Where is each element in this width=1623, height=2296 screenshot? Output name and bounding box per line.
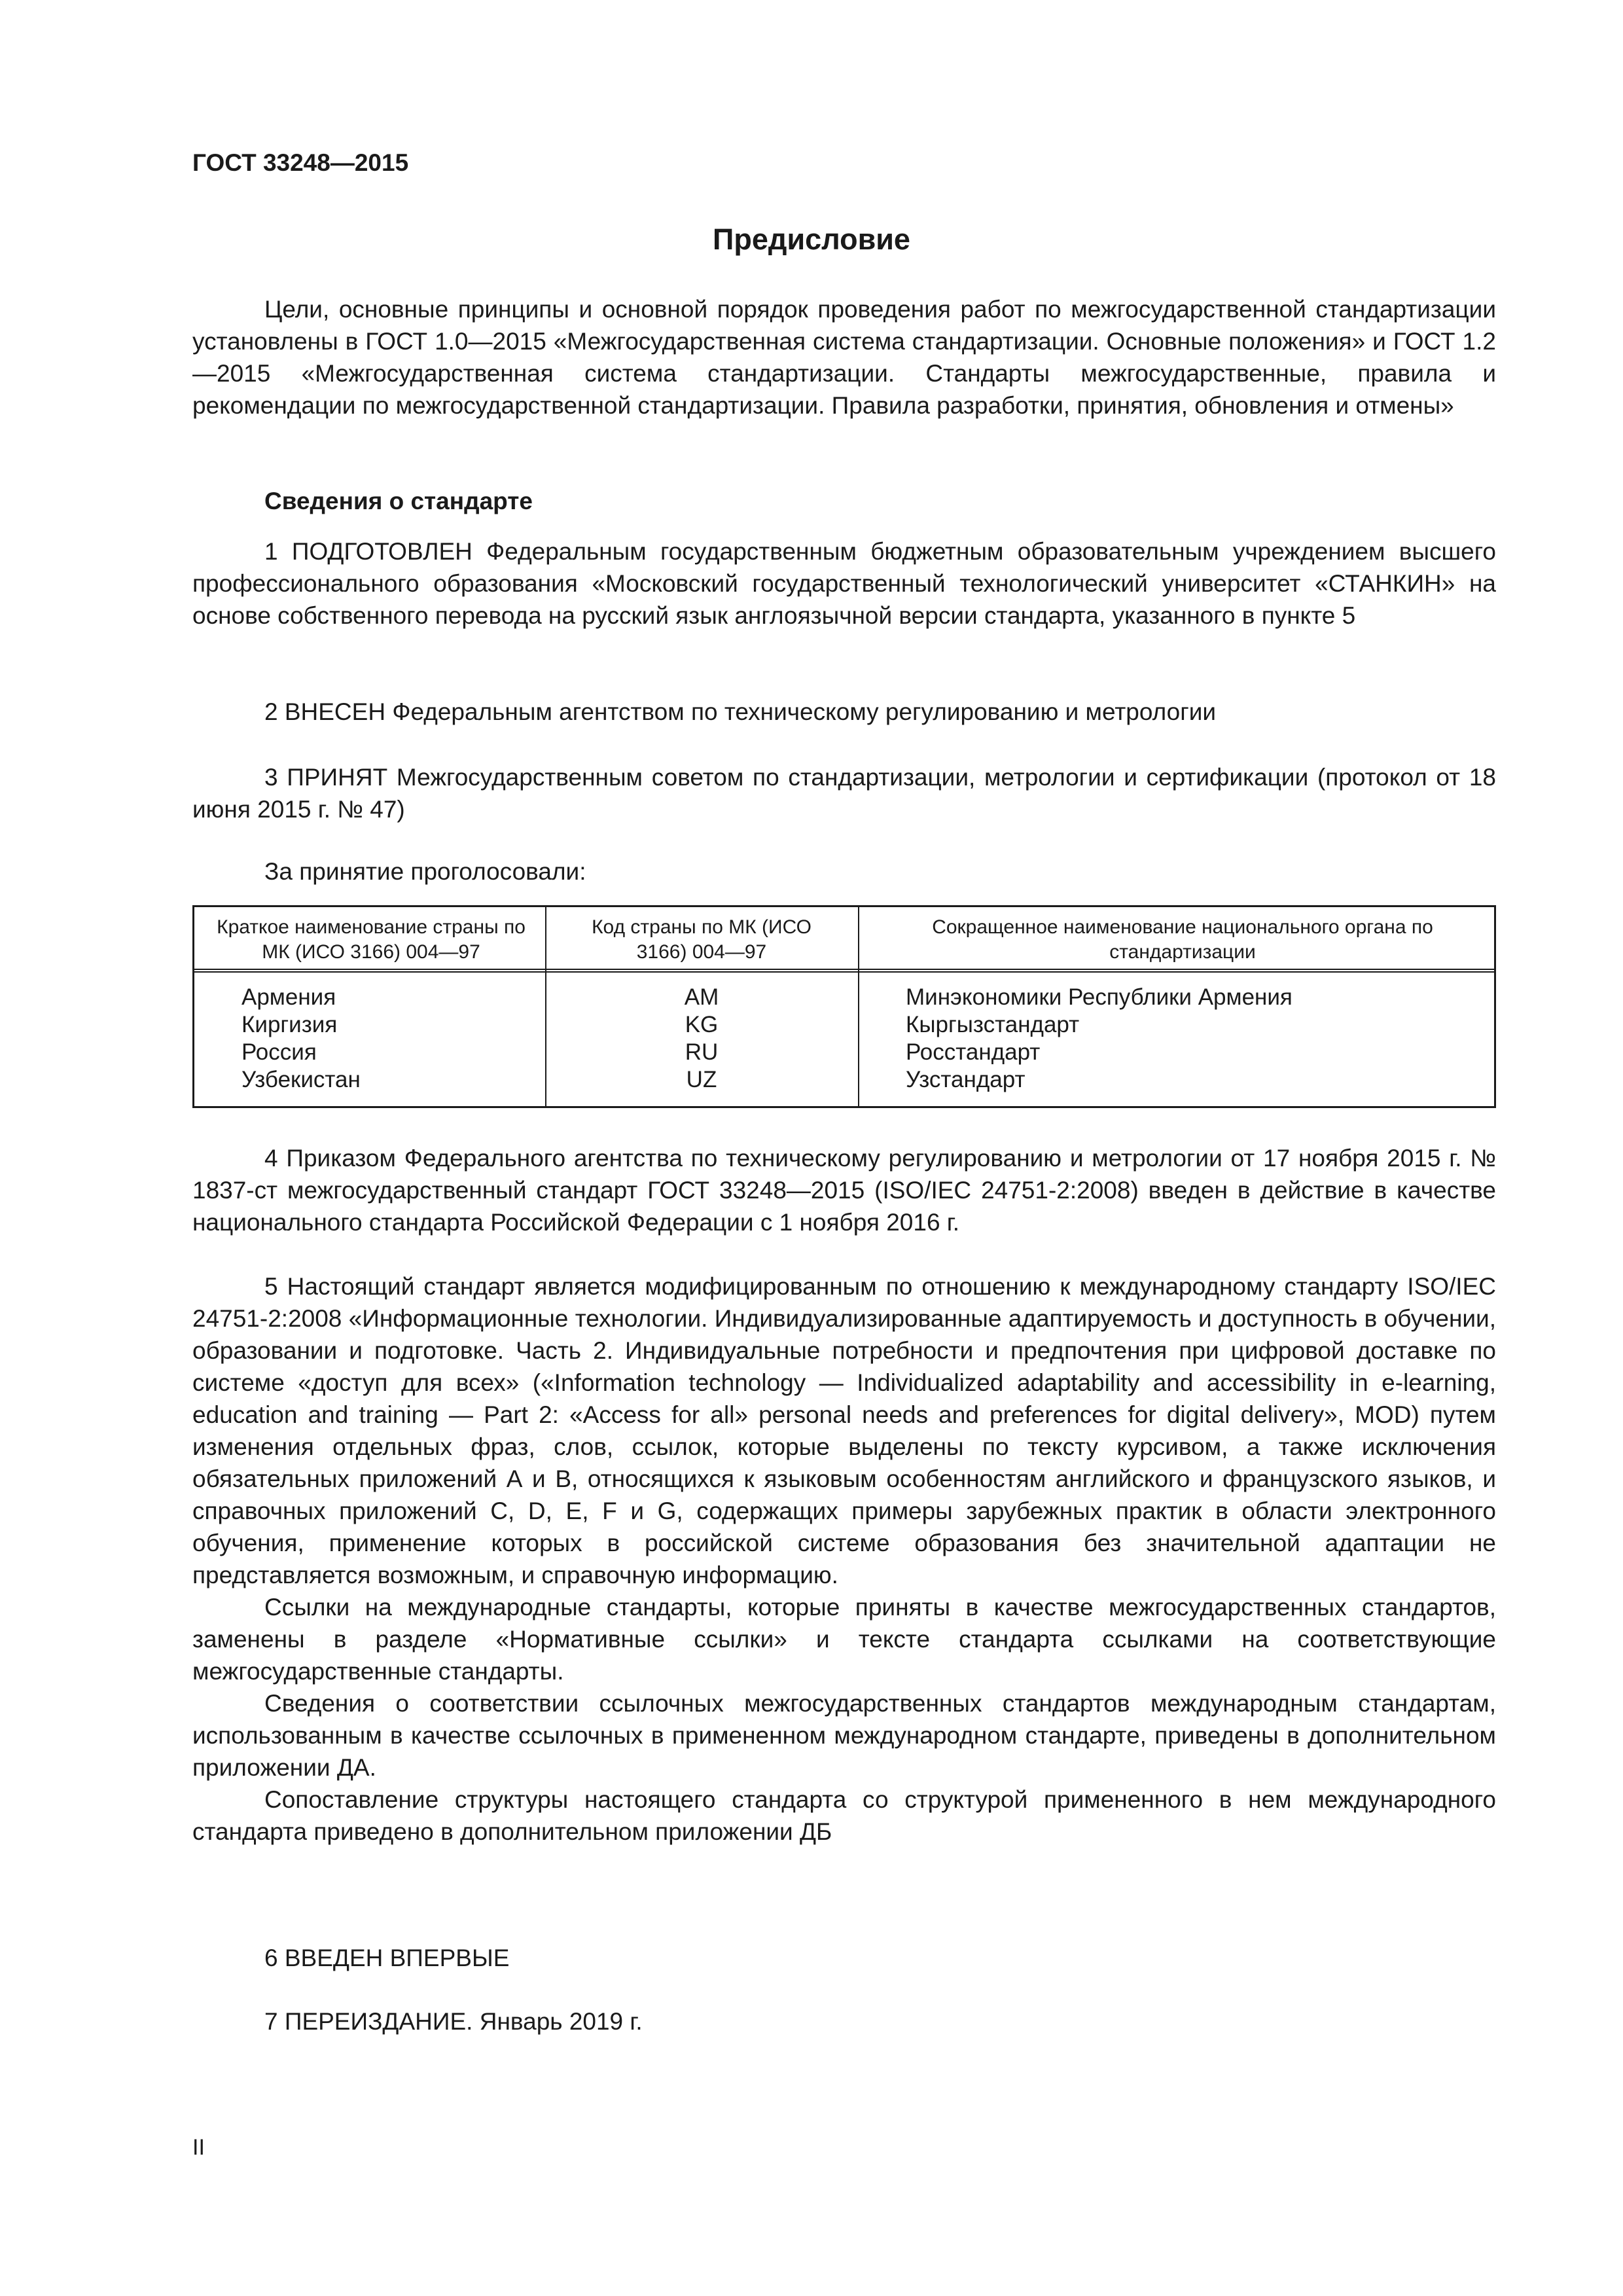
item-3-text: 3 ПРИНЯТ Межгосударственным советом по стандартизации, метрологии и сертификации (протокол от 18 июня 2015 г. № 47) [192,764,1496,823]
code-cell: UZ [686,1067,717,1092]
item-1-text: 1 ПОДГОТОВЛЕН Федеральным государственным бюджетным образовательным учреждением высшего профессионального образования «Московский государственный технологический университет «СТАНКИН» на основе собственного перевода на русский язык англоязычной версии стандарта, указанного в пункте 5 [192,538,1496,629]
item-6-text: 6 ВВЕДЕН ВПЕРВЫЕ [264,1945,510,1971]
item-4-paragraph [192,1142,1496,1238]
item-5-para-2: Ссылки на международные стандарты, которые приняты в качестве межгосударственных стандартов, заменены в разделе «Нормативные ссылки» и тексте стандарта ссылками на соответствующие межгосударственные стандарты. [192,1594,1496,1685]
voted-label: За принятие проголосовали: [264,858,586,885]
header-code: Код страны по МК (ИСО 3166) 004—97 [592,916,812,963]
item-4-text: 4 Приказом Федерального агентства по техническому регулированию и метрологии от 17 ноября 2015 г. № 1837-ст межгосударственный стандарт ГОСТ 33248—2015 (ISO/IEC 24751-2:2008) введен в действие в качестве национального стандарта Российской Федерации с 1 ноября 2016 г. [192,1145,1496,1236]
item-1-paragraph [192,535,1496,632]
item-5-text: 5 Настоящий стандарт является модифицированным по отношению к международному стандарту ISO/IEC 24751-2:2008 «Информационные технологии. Индивидуализированные адаптируемость и доступность в обучении, образовании и подготовке. Часть 2. Индивидуальные потребности и предпочтения при цифровой доставке по системе «доступ для всех» («Information technology — Individualized adaptability and accessibility in e-learning, education and training — Part 2: «Access for all» personal needs and preferences for digital delivery», MOD) путем изменения отдельных фраз, слов, ссылок, которые выделены по тексту курсивом, а также исключения обязательных приложений А и В, относящихся к языковым особенностям английского и французского языков, и справочных приложений С, D, Е, F и G, содержащих примеры зарубежных практик в области электронного обучения, применение которых в российской системе образования без значительной адаптации не представляется возможным, и справочную информацию. [192,1273,1496,1588]
body-cell: Минэкономики Республики Армения [906,984,1293,1010]
intro-paragraph [192,293,1496,422]
item-3-paragraph [192,761,1496,825]
document-id-header: ГОСТ 33248—2015 [192,149,409,176]
body-column [906,984,1293,1094]
item-5-paragraph [192,1270,1496,1848]
column-divider [858,907,859,1106]
page-title: Предисловие [713,223,910,256]
country-cell: Киргизия [241,1012,338,1037]
header-country: Краткое наименование страны по МК (ИСО 3166) 004—97 [217,916,526,963]
header-body: Сокращенное наименование национального органа по стандартизации [932,916,1433,963]
item-5-para-3: Сведения о соответствии ссылочных межгосударственных стандартов международным стандартам, использованным в качестве ссылочных в примененном международном стандарте, приведены в дополнительном приложении ДА. [192,1690,1496,1781]
code-cell: RU [685,1039,719,1065]
subheading: Сведения о стандарте [264,488,533,514]
body-cell: Росстандарт [906,1039,1041,1065]
country-cell: Узбекистан [241,1067,361,1092]
code-column [545,984,858,1094]
country-column [241,984,361,1094]
page-number: II [192,2135,205,2160]
code-cell: KG [685,1012,719,1037]
item-2-text: 2 ВНЕСЕН Федеральным агентством по техническому регулированию и метрологии [264,698,1217,725]
item-7-text: 7 ПЕРЕИЗДАНИЕ. Январь 2019 г. [264,2008,643,2035]
body-cell: Кыргызстандарт [906,1012,1080,1037]
intro-text: Цели, основные принципы и основной порядок проведения работ по межгосударственной стандартизации установлены в ГОСТ 1.0—2015 «Межгосударственная система стандартизации. Основные положения» и ГОСТ 1.2—2015 «Межгосударственная система стандартизации. Стандарты межгосударственные, правила и рекомендации по межгосударственной стандартизации. Правила разработки, принятия, обновления и отмены» [192,296,1496,419]
code-cell: AM [684,984,719,1010]
country-cell: Армения [241,984,336,1010]
country-cell: Россия [241,1039,317,1065]
voting-table [192,905,1496,1108]
item-5-para-4: Сопоставление структуры настоящего стандарта со структурой примененного в нем международного стандарта приведено в дополнительном приложении ДБ [192,1786,1496,1845]
body-cell: Узстандарт [906,1067,1026,1092]
